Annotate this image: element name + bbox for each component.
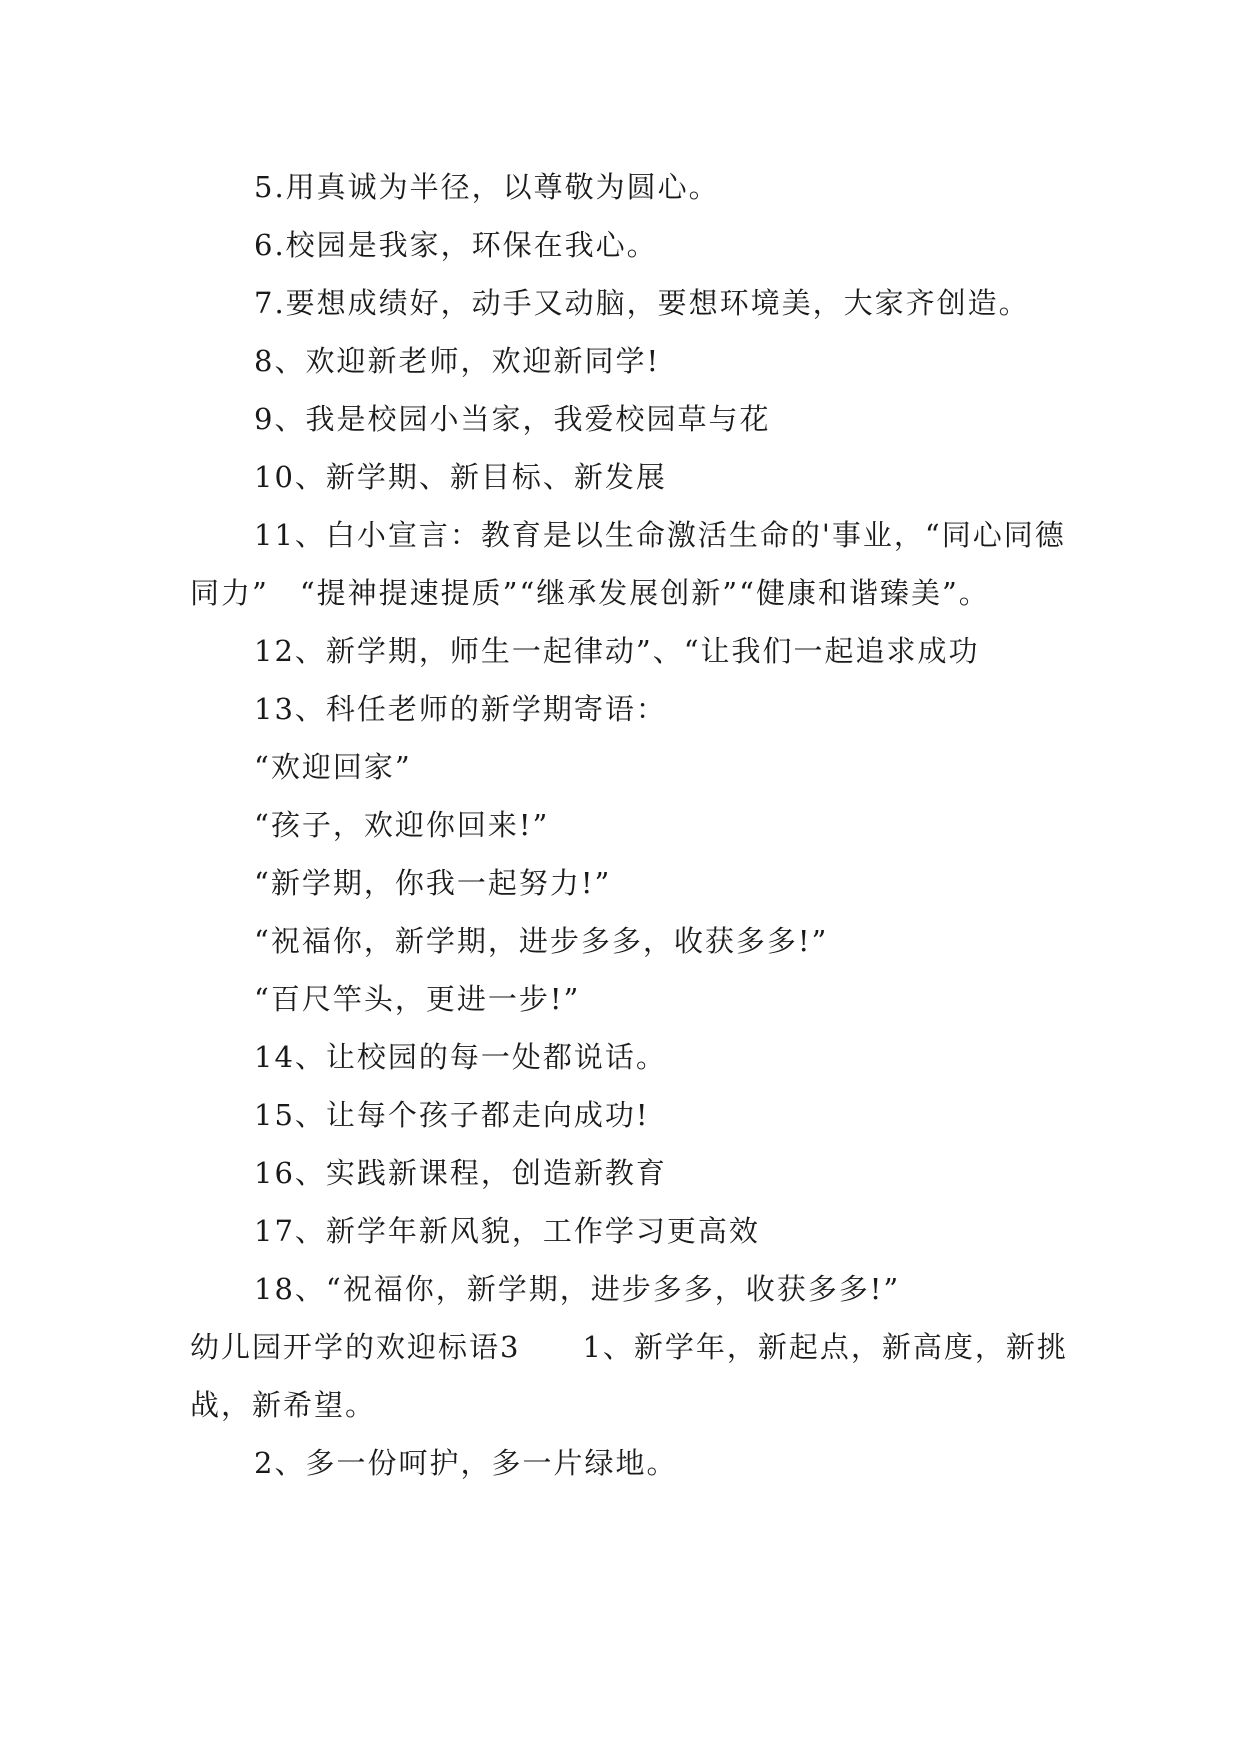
paragraph-6: 6.校园是我家，环保在我心。 <box>254 228 658 262</box>
document-body <box>190 158 1070 1492</box>
paragraph-14: 14、让校园的每一处都说话。 <box>254 1040 667 1074</box>
paragraph-17: 17、新学年新风貌，工作学习更高效 <box>254 1214 760 1248</box>
paragraph-10: 10、新学期、新目标、新发展 <box>254 460 667 494</box>
paragraph-8: 8、欢迎新老师，欢迎新同学! <box>254 344 661 378</box>
paragraph-s3-2: 2、多一份呵护，多一片绿地。 <box>254 1446 678 1480</box>
quote-line-5: “百尺竿头，更进一步!” <box>254 982 581 1016</box>
paragraph-15: 15、让每个孩子都走向成功! <box>254 1098 650 1132</box>
paragraph-13: 13、科任老师的新学期寄语： <box>254 692 667 726</box>
paragraph-9: 9、我是校园小当家，我爱校园草与花 <box>254 402 771 436</box>
quote-line-4: “祝福你，新学期，进步多多，收获多多!” <box>254 924 829 958</box>
paragraph-16: 16、实践新课程，创造新教育 <box>254 1156 667 1190</box>
paragraph-5: 5.用真诚为半径，以尊敬为圆心。 <box>254 170 720 204</box>
paragraph-7: 7.要想成绩好，动手又动脑，要想环境美，大家齐创造。 <box>254 286 1030 320</box>
quote-line-2: “孩子，欢迎你回来!” <box>254 808 550 842</box>
quote-line-1: “欢迎回家” <box>254 750 412 784</box>
paragraph-11: 11、白小宣言：教育是以生命激活生命的'事业，“同心同德同力” “提神提速提质”“继承发展创新”“健康和谐臻美”。 <box>190 518 1066 610</box>
quote-line-3: “新学期，你我一起努力!” <box>254 866 612 900</box>
paragraph-12: 12、新学期，师生一起律动”、“让我们一起追求成功 <box>254 634 980 668</box>
section-heading-3: 幼儿园开学的欢迎标语3 1、新学年，新起点，新高度，新挑战，新希望。 <box>190 1330 1068 1422</box>
paragraph-18: 18、“祝福你，新学期，进步多多，收获多多!” <box>254 1272 901 1306</box>
